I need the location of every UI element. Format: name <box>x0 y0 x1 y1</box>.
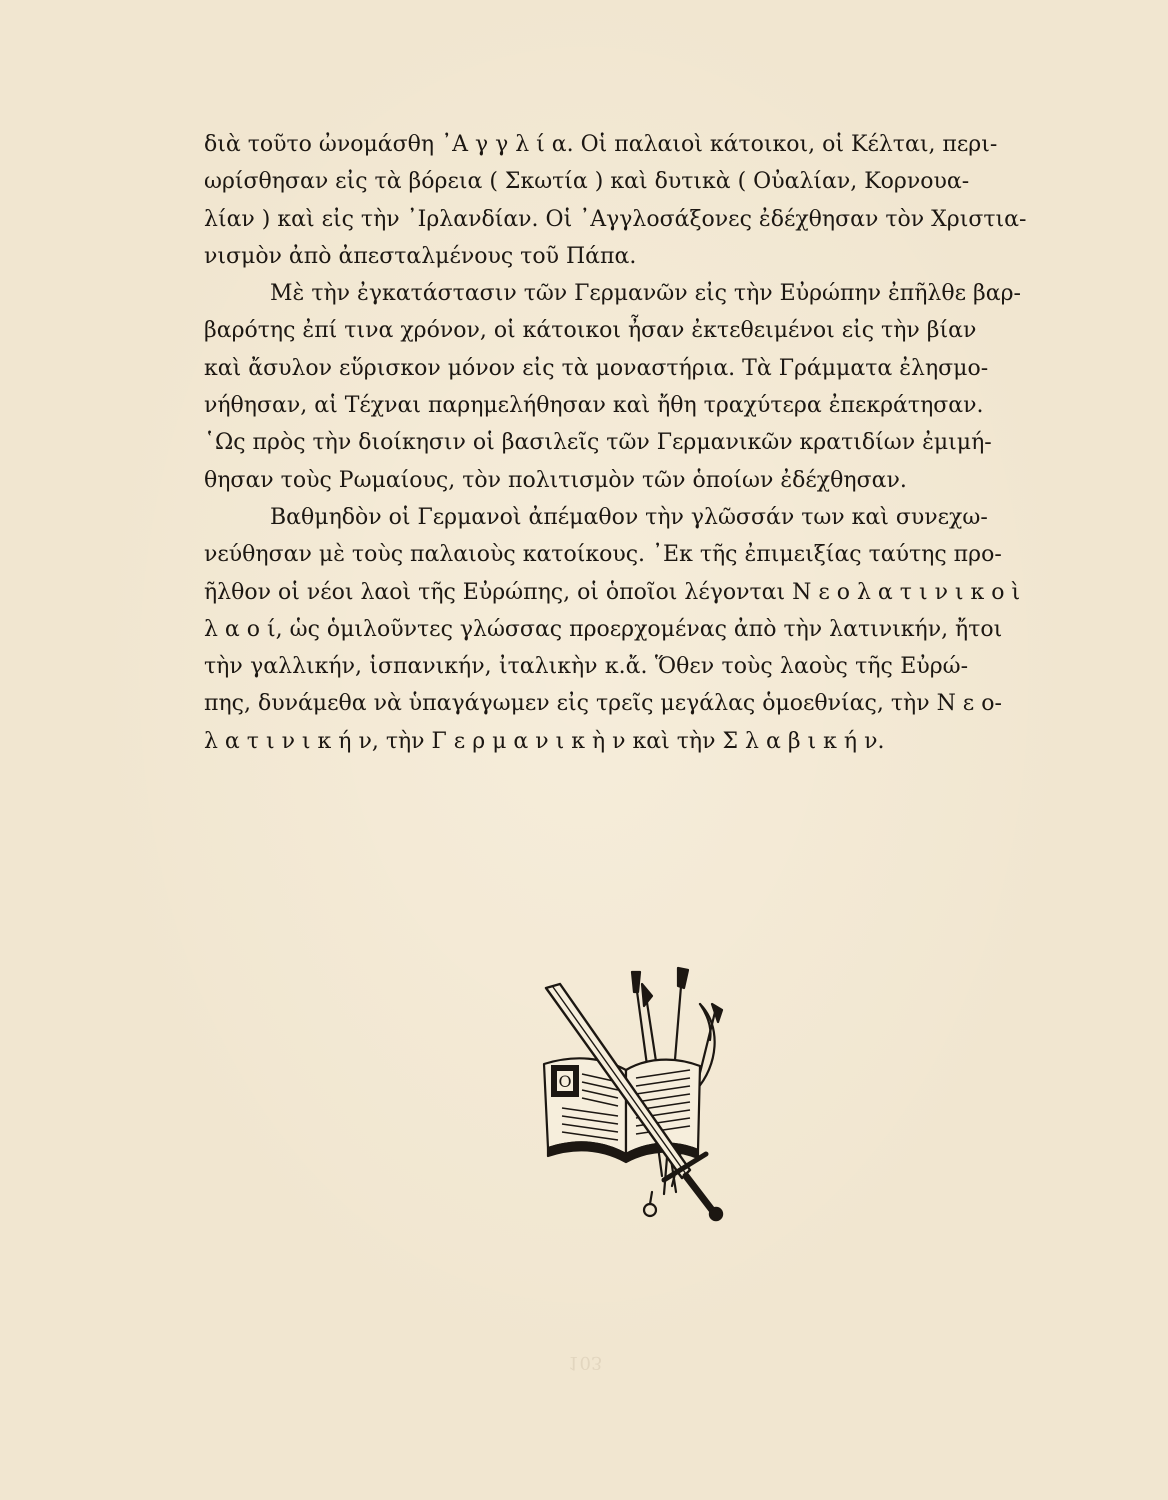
text-line: διὰ τοῦτο ὠνομάσθη ᾿Α γ γ λ ί α. Οἱ παλαιοὶ κάτοικοι, οἱ Κέλται, περι- <box>204 132 998 157</box>
text-line: λ α ο ί, ὡς ὁμιλοῦντες γλώσσας προερχομένας ἀπὸ τὴν λατινικήν, ἤτοι <box>204 616 1003 642</box>
text-line: λ α τ ι ν ι κ ή ν, τὴν Γ ε ρ μ α ν ι κ ὴ ν καὶ τὴν Σ λ α β ι κ ή ν. <box>204 728 885 754</box>
text-line: νισμὸν ἀπὸ ἀπεσταλμένους τοῦ Πάπα. <box>204 243 637 269</box>
text-line: νήθησαν, αἱ Τέχναι παρημελήθησαν καὶ ἤθη τραχύτερα ἐπεκράτησαν. <box>204 393 984 419</box>
text-line: θησαν τοὺς Ρωμαίους, τὸν πολιτισμὸν τῶν ὁποίων ἐδέχθησαν. <box>204 467 907 493</box>
text-line: βαρότης ἐπί τινα χρόνον, οἱ κάτοικοι ἦσαν ἐκτεθειμένοι εἰς τὴν βίαν <box>204 318 977 344</box>
text-line: πης, δυνάμεθα νὰ ὑπαγάγωμεν εἰς τρεῖς μεγάλας ὁμοεθνίας, τὴν Ν ε ο- <box>204 691 1002 717</box>
text-line: νεύθησαν μὲ τοὺς παλαιοὺς κατοίκους. ᾿Εκ τῆς ἐπιμειξίας ταύτης προ- <box>204 542 1002 568</box>
text-line: ῾Ως πρὸς τὴν διοίκησιν οἱ βασιλεῖς τῶν Γερμανικῶν κρατιδίων ἐμιμή- <box>204 430 992 456</box>
text-line: ῆλθον οἱ νέοι λαοὶ τῆς Εὐρώπης, οἱ ὁποῖοι λέγονται Ν ε ο λ α τ ι ν ι κ ο ὶ <box>204 579 1021 605</box>
text-line: ωρίσθησαν εἰς τὰ βόρεια ( Σκωτία ) καὶ δυτικὰ ( Οὐαλίαν, Κορνουα- <box>204 169 970 195</box>
body-text <box>204 126 1027 760</box>
text-line: τὴν γαλλικήν, ἱσπανικήν, ἰταλικὴν κ.ἄ. Ὅθεν τοὺς λαοὺς τῆς Εὐρώ- <box>204 654 968 680</box>
text-line: λίαν ) καὶ εἰς τὴν ᾿Ιρλανδίαν. Οἱ ᾿Αγγλοσάξονες ἐδέχθησαν τὸν Χριστια- <box>204 206 1027 232</box>
bleed-through-page-number: 103 <box>568 1352 603 1373</box>
text-line: Βαθμηδὸν οἱ Γερμανοὶ ἀπέμαθον τὴν γλῶσσάν των καὶ συνεχω- <box>270 504 988 530</box>
text-line: καὶ ἄσυλον εὕρισκον μόνον εἰς τὰ μοναστήρια. Τὰ Γράμματα ἐλησμο- <box>204 355 989 381</box>
svg-text:O: O <box>558 1072 572 1091</box>
text-line: Μὲ τὴν ἐγκατάστασιν τῶν Γερμανῶν εἰς τὴν Εὐρώπην ἐπῆλθε βαρ- <box>270 281 1021 307</box>
book-sword-brushes-icon <box>486 966 756 1222</box>
